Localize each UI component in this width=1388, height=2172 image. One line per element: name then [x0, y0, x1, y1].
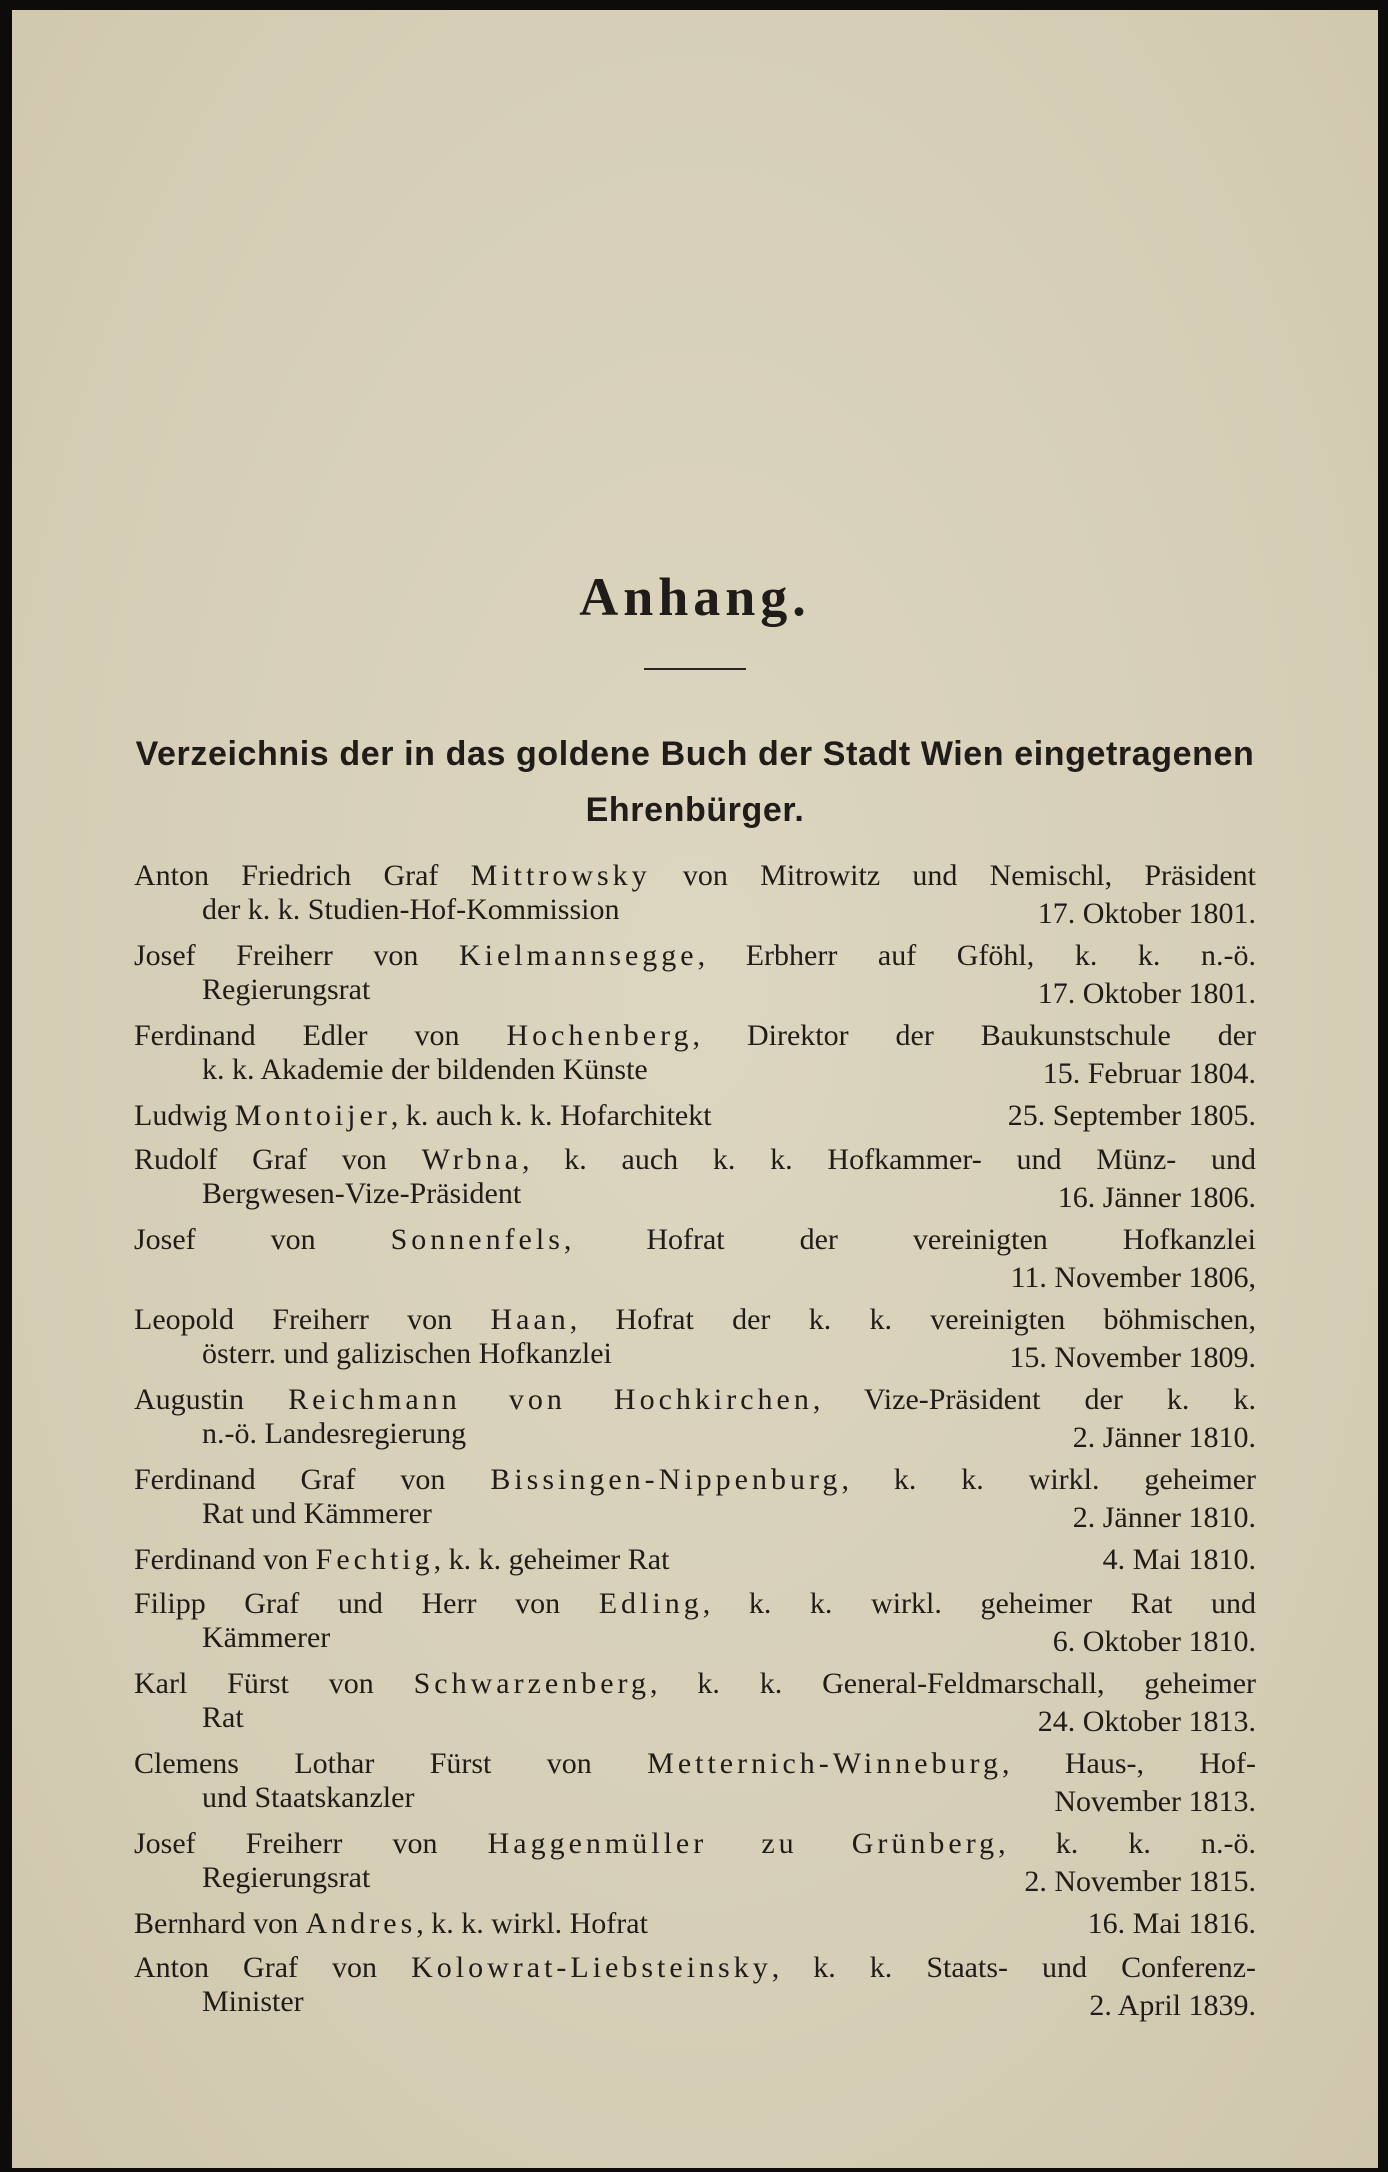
entry-description: , k. auch k. k. Hofkammer- und Münz- und: [522, 1143, 1257, 1176]
entry-prefix: Filipp Graf und Herr von: [134, 1587, 599, 1620]
entry-second-line: [134, 1622, 1256, 1658]
entry-second-line: [134, 1418, 1256, 1454]
entry-date: 17. Oktober 1801.: [1037, 897, 1256, 930]
entry-continuation: Regierungsrat: [202, 1861, 371, 1894]
entry-date: 2. Jänner 1810.: [1072, 1501, 1256, 1534]
citizen-name: Kielmannsegge: [459, 939, 698, 972]
entry-second-line: [134, 1782, 1256, 1818]
entry-second-line: [134, 894, 1256, 930]
list-item: [134, 1462, 1256, 1534]
entry-date: 2. April 1839.: [1089, 1989, 1256, 2022]
list-item: [134, 1142, 1256, 1214]
honorary-citizens-list: [134, 858, 1256, 2030]
entry-prefix: Karl Fürst von: [134, 1667, 414, 1700]
entry-first-line: [134, 1586, 1256, 1622]
entry-date: 24. Oktober 1813.: [1037, 1705, 1256, 1738]
entry-prefix: Ferdinand Graf von: [134, 1463, 491, 1496]
entry-continuation: Rat: [202, 1701, 244, 1734]
entry-continuation: Bergwesen-Vize-Präsident: [202, 1177, 522, 1210]
entry-description: , k. k. wirkl. geheimer Rat und: [702, 1587, 1256, 1620]
entry-continuation: k. k. Akademie der bildenden Künste: [202, 1053, 648, 1086]
entry-prefix: Josef Freiherr von: [134, 939, 460, 972]
entry-description: , k. auch k. k. Hofarchitekt: [390, 1099, 712, 1132]
entry-date: 15. November 1809.: [1009, 1341, 1256, 1374]
entry-continuation: und Staatskanzler: [202, 1781, 415, 1814]
citizen-name: Montoijer: [234, 1099, 391, 1132]
entry-description: , Vize-Präsident der k. k.: [812, 1383, 1257, 1416]
entry-first-line: [134, 1906, 1256, 1942]
entry-date: 11. November 1806,: [1010, 1261, 1256, 1294]
citizen-name: Andres: [305, 1907, 417, 1940]
entry-continuation: Regierungsrat: [202, 973, 371, 1006]
list-item: [134, 1906, 1256, 1942]
list-subtitle: Verzeichnis der in das goldene Buch der Stadt Wien eingetragenen Ehrenbürger.: [135, 735, 1255, 829]
citizen-name: Reichmann von Hochkirchen: [288, 1383, 813, 1416]
entry-first-line: [134, 1950, 1256, 1986]
entry-date: 16. Jänner 1806.: [1057, 1181, 1256, 1214]
entry-second-line: [134, 1862, 1256, 1898]
entry-prefix: Leopold Freiherr von: [134, 1303, 491, 1336]
citizen-name: Sonnenfels: [390, 1223, 564, 1256]
citizen-name: Bissingen-Nippenburg: [490, 1463, 842, 1496]
entry-continuation: der k. k. Studien-Hof-Kommission: [202, 893, 620, 926]
entry-description: , k. k. Staats- und Conferenz-: [771, 1951, 1256, 1984]
entry-first-line: [134, 1462, 1256, 1498]
citizen-name: Mittrowsky: [470, 859, 651, 892]
entry-description: , Hofrat der vereinigten Hofkanzlei: [563, 1223, 1256, 1256]
list-item: [134, 1950, 1256, 2022]
entry-prefix: Ferdinand Edler von: [134, 1019, 507, 1052]
entry-first-line: [134, 938, 1256, 974]
entry-continuation: österr. und galizischen Hofkanzlei: [202, 1337, 612, 1370]
entry-second-line: [134, 1986, 1256, 2022]
entry-description: von Mitrowitz und Nemischl, Präsident: [650, 859, 1256, 892]
citizen-name: Hochenberg: [506, 1019, 693, 1052]
entry-second-line: [134, 1338, 1256, 1374]
list-item: [134, 1826, 1256, 1898]
entry-prefix: Bernhard von: [134, 1907, 306, 1940]
entry-prefix: Rudolf Graf von: [134, 1143, 422, 1176]
entry-description: , Direktor der Baukunstschule der: [692, 1019, 1257, 1052]
entry-continuation: Kämmerer: [202, 1621, 331, 1654]
list-item: [134, 1666, 1256, 1738]
entry-first-line: [134, 1302, 1256, 1338]
citizen-name: Edling: [598, 1587, 703, 1620]
entry-description: , k. k. n.-ö.: [998, 1827, 1256, 1860]
entry-prefix: Ludwig: [134, 1099, 235, 1132]
entry-first-line: [134, 1826, 1256, 1862]
citizen-name: Fechtig: [315, 1543, 434, 1576]
list-item: [134, 938, 1256, 1010]
entry-date: 17. Oktober 1801.: [1037, 977, 1256, 1010]
entry-prefix: Josef von: [134, 1223, 391, 1256]
entry-second-line: [134, 1054, 1256, 1090]
entry-first-line: [134, 1098, 1256, 1134]
entry-first-line: [134, 1666, 1256, 1702]
entry-description: , Hofrat der k. k. vereinigten böhmischen,: [569, 1303, 1256, 1336]
list-item: [134, 1302, 1256, 1374]
entry-first-line: [134, 1746, 1256, 1782]
entry-first-line: [134, 1382, 1256, 1418]
entry-date: 2. Jänner 1810.: [1072, 1421, 1256, 1454]
entry-second-line: [134, 1702, 1256, 1738]
entry-date: 6. Oktober 1810.: [1052, 1625, 1256, 1658]
citizen-name: Haan: [490, 1303, 570, 1336]
entry-second-line: [134, 1258, 1256, 1294]
entry-description: , Haus-, Hof-: [1001, 1747, 1257, 1780]
entry-date: 2. November 1815.: [1024, 1865, 1256, 1898]
entry-date: 15. Februar 1804.: [1042, 1057, 1256, 1090]
entry-prefix: Anton Graf von: [134, 1951, 412, 1984]
entry-prefix: Ferdinand von: [134, 1543, 316, 1576]
entry-continuation: n.-ö. Landesregierung: [202, 1417, 467, 1450]
entry-first-line: [134, 1222, 1256, 1258]
entry-description: , k. k. geheimer Rat: [433, 1543, 670, 1576]
entry-first-line: [134, 858, 1256, 894]
entry-date: 16. Mai 1816.: [1087, 1907, 1256, 1940]
entry-continuation: Rat und Kämmerer: [202, 1497, 432, 1530]
entry-date: November 1813.: [1054, 1785, 1256, 1818]
list-item: [134, 858, 1256, 930]
list-item: [134, 1586, 1256, 1658]
citizen-name: Kolowrat-Liebsteinsky: [411, 1951, 772, 1984]
citizen-name: Metternich-Winneburg: [647, 1747, 1002, 1780]
entry-second-line: [134, 974, 1256, 1010]
citizen-name: Haggenmüller zu Grünberg: [487, 1827, 999, 1860]
citizen-name: Wrbna: [421, 1143, 522, 1176]
entry-prefix: Clemens Lothar Fürst von: [134, 1747, 648, 1780]
entry-description: , k. k. General-Feldmarschall, geheimer: [650, 1667, 1256, 1700]
entry-date: 4. Mai 1810.: [1102, 1543, 1256, 1576]
title-divider: [644, 668, 746, 670]
entry-prefix: Anton Friedrich Graf: [134, 859, 471, 892]
list-item: [134, 1222, 1256, 1294]
list-item: [134, 1098, 1256, 1134]
entry-continuation: Minister: [202, 1985, 304, 2018]
entry-description: , k. k. wirkl. Hofrat: [416, 1907, 648, 1940]
entry-description: , Erbherr auf Gföhl, k. k. n.-ö.: [697, 939, 1256, 972]
entry-prefix: Josef Freiherr von: [134, 1827, 488, 1860]
entry-first-line: [134, 1142, 1256, 1178]
entry-first-line: [134, 1542, 1256, 1578]
list-item: [134, 1746, 1256, 1818]
document-page: [12, 10, 1378, 2168]
entry-date: 25. September 1805.: [1007, 1099, 1256, 1132]
list-item: [134, 1382, 1256, 1454]
entry-description: , k. k. wirkl. geheimer: [841, 1463, 1256, 1496]
page-title: Anhang.: [579, 567, 811, 627]
entry-prefix: Augustin: [134, 1383, 289, 1416]
entry-first-line: [134, 1018, 1256, 1054]
entry-second-line: [134, 1178, 1256, 1214]
list-item: [134, 1542, 1256, 1578]
citizen-name: Schwarzenberg: [413, 1667, 650, 1700]
list-item: [134, 1018, 1256, 1090]
entry-second-line: [134, 1498, 1256, 1534]
